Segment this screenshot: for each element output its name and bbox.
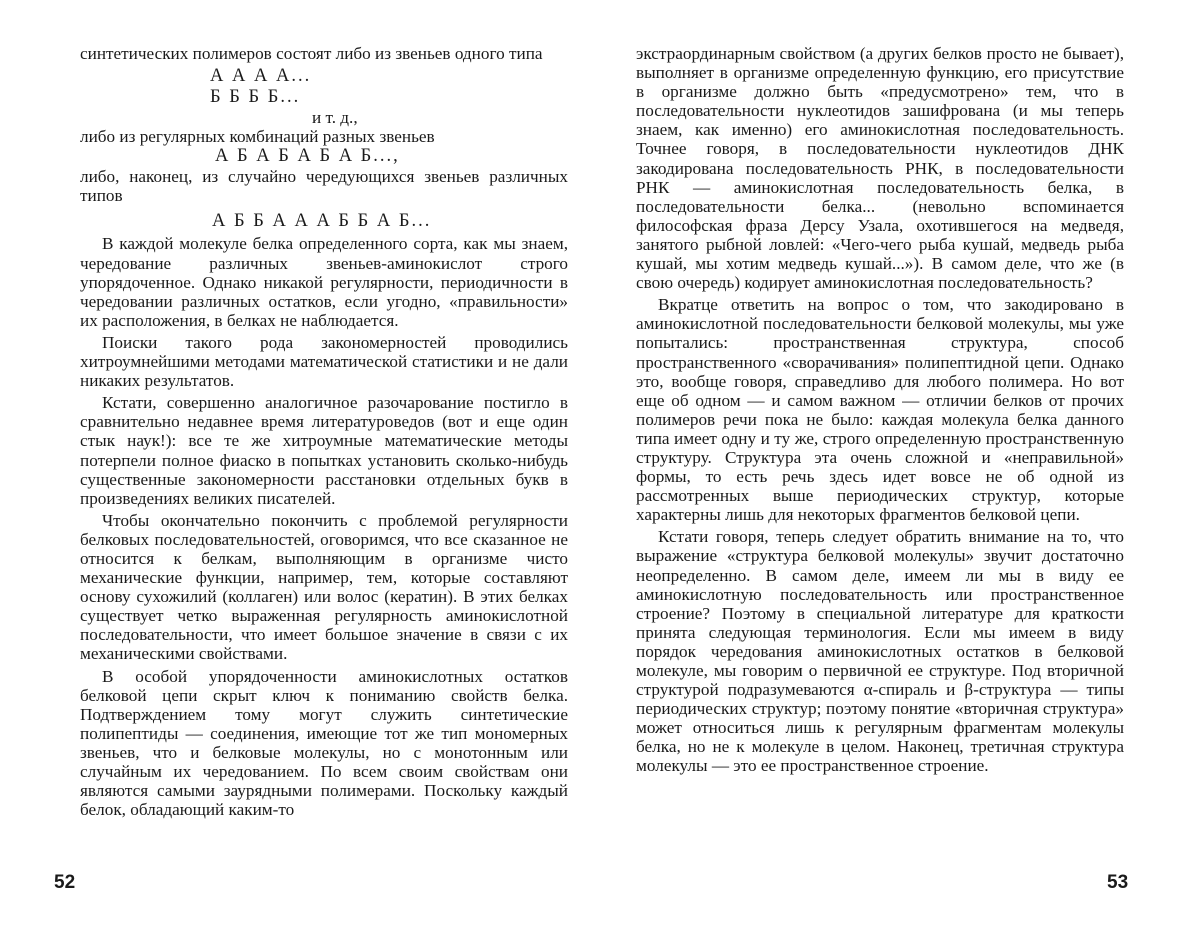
- paragraph: Поиски такого рода закономерностей проводились хитроумнейшими методами математической статистики и не дали никаких результатов.: [80, 332, 568, 391]
- random-text: либо, наконец, из случайно чередующихся звеньев различных типов: [80, 167, 568, 206]
- paragraph: В каждой молекуле белка определенного сорта, как мы знаем, чередование различных звеньев-аминокислот строго упорядоченное. Однако никакой регулярности, периодичности в чередовании различных остатков, если угодно, «правильности» их расположения, в белках не наблюдается.: [80, 234, 568, 330]
- left-page: [80, 44, 568, 819]
- page-number-right: 53: [1107, 872, 1129, 893]
- paragraph: Кстати говоря, теперь следует обратить внимание на то, что выражение «структура белковой молекулы» звучит достаточно неопределенно. В самом деле, имеем ли мы в виду ее аминокислотную последовательность или пространственное строение? Поэтому в специальной литературе для краткости принята следующая терминология. Если мы имеем в виду порядок чередования аминокислотных остатков в белковой молекуле, мы говорим о первичной ее структуре. Под вторичной структурой подразумеваются α-спираль и β-структура — типы периодических структур; поэтому понятие «вторичная структура» может относиться лишь к регулярным фрагментам молекулы белка, но не к молекуле в целом. Наконец, третичная структура молекулы — это ее пространственное строение.: [636, 527, 1124, 776]
- paragraph: Кстати, совершенно аналогичное разочарование постигло в сравнительно недавнее время литературоведов (вот и еще один стык наук!): все те же хитроумные математические методы потерпели полное фиаско в попытках установить сколько-нибудь существенные закономерности расстановки отдельных букв в произведениях великих писателей.: [80, 393, 568, 508]
- sequence-random: А Б Б А А А Б Б А Б...: [212, 211, 432, 232]
- intro-text: синтетических полимеров состоят либо из звеньев одного типа: [80, 44, 543, 63]
- sequence-aaa: А А А А...: [210, 66, 312, 87]
- paragraph: Чтобы окончательно покончить с проблемой регулярности белковых последовательностей, оговоримся, что все сказанное не относится к белкам, выполняющим в организме чисто механические функции, например, тем, которые составляют основу сухожилий (коллаген) или волос (кератин). В этих белках существует четко выраженная регулярность аминокислотной последовательности, что имеет большое значение в связи с их механическими свойствами.: [80, 510, 568, 664]
- right-page: [636, 44, 1124, 776]
- sequence-abab: А Б А Б А Б А Б...,: [215, 146, 400, 167]
- sequence-bbb: Б Б Б Б...: [210, 87, 301, 108]
- etc-text: и т. д.,: [312, 108, 358, 128]
- paragraph: экстраординарным свойством (а других белков просто не бывает), выполняет в организме определенную функцию, его присутствие в организме должно быть «предусмотрено» тем, что в последовательности нуклеотидов зашифрована (и мы теперь знаем, как именно) его аминокислотная последовательность. Точнее говоря, в последовательности нуклеотидов ДНК закодирована последовательность РНК, в последовательности РНК — аминокислотная последовательность белка, в последовательности белка... (невольно вспоминается философская фраза Дерсу Узала, охотившегося на медведя, занятого рыбной ловлей: «Чего-чего рыба кушай, медведь рыба кушай, мы хотим медведь кушай...»). В самом деле, что же (в свою очередь) кодирует аминокислотная последовательность?: [636, 44, 1124, 293]
- paragraph: В особой упорядоченности аминокислотных остатков белковой цепи скрыт ключ к пониманию свойств белка. Подтверждением тому могут служить синтетические полипептиды — соединения, имеющие тот же тип мономерных звеньев, что и белковые молекулы, но с монотонным или случайным их чередованием. По всем своим свойствам они являются самыми заурядными полимерами. Поскольку каждый белок, обладающий каким-то: [80, 666, 568, 820]
- page-number-left: 52: [54, 872, 76, 893]
- regular-text: либо из регулярных комбинаций разных звеньев: [80, 127, 435, 147]
- page-gutter: [598, 0, 600, 939]
- paragraph: Вкратце ответить на вопрос о том, что закодировано в аминокислотной последовательности белковой молекулы, мы уже попытались: пространственная структура, способ пространственного «сворачивания» полипептидной цепи. Однако это, вообще говоря, справедливо для любого полимера. Но вот еще об одном — и самом важном — отличии белков от прочих полимеров речи пока не было: каждая молекула белка данного типа имеет одну и ту же, строго определенную пространственную структуру. Структура эта очень сложной и «неправильной» формы, то есть речь здесь идет вовсе не об одной из рассмотренных выше периодических структур, которые характерны лишь для некоторых фрагментов белковой цепи.: [636, 295, 1124, 525]
